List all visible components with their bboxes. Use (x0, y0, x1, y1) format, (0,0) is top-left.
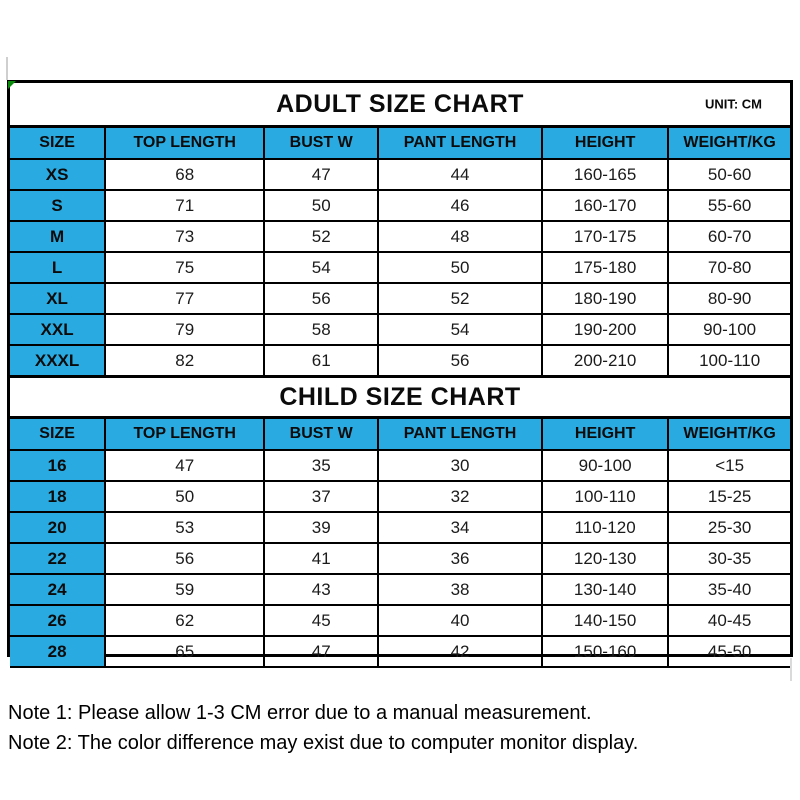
unit-label: UNIT: CM (704, 96, 762, 112)
note-line-1: Note 1: Please allow 1-3 CM error due to a manual measurement. (8, 702, 592, 724)
column-header: TOP LENGTH (105, 128, 264, 159)
data-cell: 80-90 (668, 283, 790, 314)
size-cell: XL (10, 283, 105, 314)
data-cell: 15-25 (668, 481, 790, 512)
data-cell: 82 (105, 345, 264, 375)
data-cell: 180-190 (542, 283, 668, 314)
data-cell: 46 (378, 190, 542, 221)
data-cell: 190-200 (542, 314, 668, 345)
data-cell: 160-170 (542, 190, 668, 221)
data-cell: 79 (105, 314, 264, 345)
column-header: WEIGHT/KG (668, 128, 790, 159)
column-header: SIZE (10, 419, 105, 450)
child-chart-title: CHILD SIZE CHART (279, 382, 521, 411)
column-header: WEIGHT/KG (668, 419, 790, 450)
data-cell: 52 (378, 283, 542, 314)
adult-chart-title: ADULT SIZE CHART (276, 89, 524, 118)
column-header: TOP LENGTH (105, 419, 264, 450)
column-header: BUST W (264, 128, 378, 159)
data-cell: 44 (378, 159, 542, 190)
data-cell: 47 (105, 450, 264, 481)
data-cell: 43 (264, 574, 378, 605)
data-cell: 54 (264, 252, 378, 283)
data-cell: 30 (378, 450, 542, 481)
data-cell: 100-110 (668, 345, 790, 375)
column-header: PANT LENGTH (378, 128, 542, 159)
table-row (10, 605, 790, 636)
size-cell: XXL (10, 314, 105, 345)
scan-artifact-line (6, 57, 8, 80)
data-cell: 61 (264, 345, 378, 375)
data-cell: 56 (105, 543, 264, 574)
data-cell: 120-130 (542, 543, 668, 574)
size-cell: M (10, 221, 105, 252)
column-header: PANT LENGTH (378, 419, 542, 450)
table-row (10, 283, 790, 314)
data-cell: 34 (378, 512, 542, 543)
data-cell: 30-35 (668, 543, 790, 574)
table-row (10, 512, 790, 543)
table-row (10, 543, 790, 574)
data-cell: 75 (105, 252, 264, 283)
data-cell: 65 (105, 636, 264, 667)
data-cell: 90-100 (542, 450, 668, 481)
size-cell: 26 (10, 605, 105, 636)
data-cell: 39 (264, 512, 378, 543)
size-cell: XS (10, 159, 105, 190)
data-cell: 47 (264, 159, 378, 190)
data-cell: 45 (264, 605, 378, 636)
data-cell: 73 (105, 221, 264, 252)
size-cell: L (10, 252, 105, 283)
table-row (10, 345, 790, 375)
data-cell: 40-45 (668, 605, 790, 636)
data-cell: 58 (264, 314, 378, 345)
size-cell: XXXL (10, 345, 105, 375)
adult-title-bar (10, 83, 790, 128)
child-title-bar (10, 375, 790, 419)
data-cell: 62 (105, 605, 264, 636)
data-cell: 160-165 (542, 159, 668, 190)
size-cell: 20 (10, 512, 105, 543)
table-row (10, 190, 790, 221)
table-row (10, 450, 790, 481)
header-row (10, 419, 790, 450)
data-cell: 100-110 (542, 481, 668, 512)
child-table-body (10, 450, 790, 667)
table-row (10, 481, 790, 512)
table-row (10, 636, 790, 667)
data-cell: 150-160 (542, 636, 668, 667)
data-cell: 56 (264, 283, 378, 314)
data-cell: 59 (105, 574, 264, 605)
adult-table-header (10, 128, 790, 159)
data-cell: 60-70 (668, 221, 790, 252)
data-cell: 54 (378, 314, 542, 345)
data-cell: 37 (264, 481, 378, 512)
data-cell: 56 (378, 345, 542, 375)
note-line-2: Note 2: The color difference may exist due to computer monitor display. (8, 732, 639, 754)
data-cell: 200-210 (542, 345, 668, 375)
data-cell: 35 (264, 450, 378, 481)
table-row (10, 252, 790, 283)
notes (8, 698, 792, 758)
data-cell: 48 (378, 221, 542, 252)
scan-artifact-line (790, 658, 792, 681)
data-cell: 170-175 (542, 221, 668, 252)
data-cell: 32 (378, 481, 542, 512)
data-cell: 52 (264, 221, 378, 252)
data-cell: 110-120 (542, 512, 668, 543)
column-header: HEIGHT (542, 128, 668, 159)
data-cell: 50 (264, 190, 378, 221)
data-cell: 68 (105, 159, 264, 190)
data-cell: 25-30 (668, 512, 790, 543)
data-cell: 50 (378, 252, 542, 283)
size-cell: 28 (10, 636, 105, 667)
size-chart-table-frame (7, 80, 793, 661)
child-table-header (10, 419, 790, 450)
header-row (10, 128, 790, 159)
data-cell: 70-80 (668, 252, 790, 283)
adult-size-table (10, 128, 790, 375)
data-cell: 38 (378, 574, 542, 605)
data-cell: 140-150 (542, 605, 668, 636)
table-row (10, 574, 790, 605)
excel-corner-artifact (8, 81, 16, 89)
data-cell: 35-40 (668, 574, 790, 605)
data-cell: 36 (378, 543, 542, 574)
data-cell: 77 (105, 283, 264, 314)
size-cell: 24 (10, 574, 105, 605)
data-cell: 42 (378, 636, 542, 667)
data-cell: 90-100 (668, 314, 790, 345)
table-row (10, 159, 790, 190)
data-cell: 50 (105, 481, 264, 512)
data-cell: <15 (668, 450, 790, 481)
data-cell: 50-60 (668, 159, 790, 190)
table-row (10, 221, 790, 252)
column-header: BUST W (264, 419, 378, 450)
data-cell: 40 (378, 605, 542, 636)
data-cell: 53 (105, 512, 264, 543)
size-cell: S (10, 190, 105, 221)
data-cell: 45-50 (668, 636, 790, 667)
data-cell: 41 (264, 543, 378, 574)
size-cell: 18 (10, 481, 105, 512)
table-row (10, 314, 790, 345)
adult-table-body (10, 159, 790, 375)
child-size-table (10, 419, 790, 668)
data-cell: 130-140 (542, 574, 668, 605)
data-cell: 175-180 (542, 252, 668, 283)
data-cell: 47 (264, 636, 378, 667)
size-cell: 16 (10, 450, 105, 481)
data-cell: 71 (105, 190, 264, 221)
size-cell: 22 (10, 543, 105, 574)
column-header: HEIGHT (542, 419, 668, 450)
data-cell: 55-60 (668, 190, 790, 221)
column-header: SIZE (10, 128, 105, 159)
